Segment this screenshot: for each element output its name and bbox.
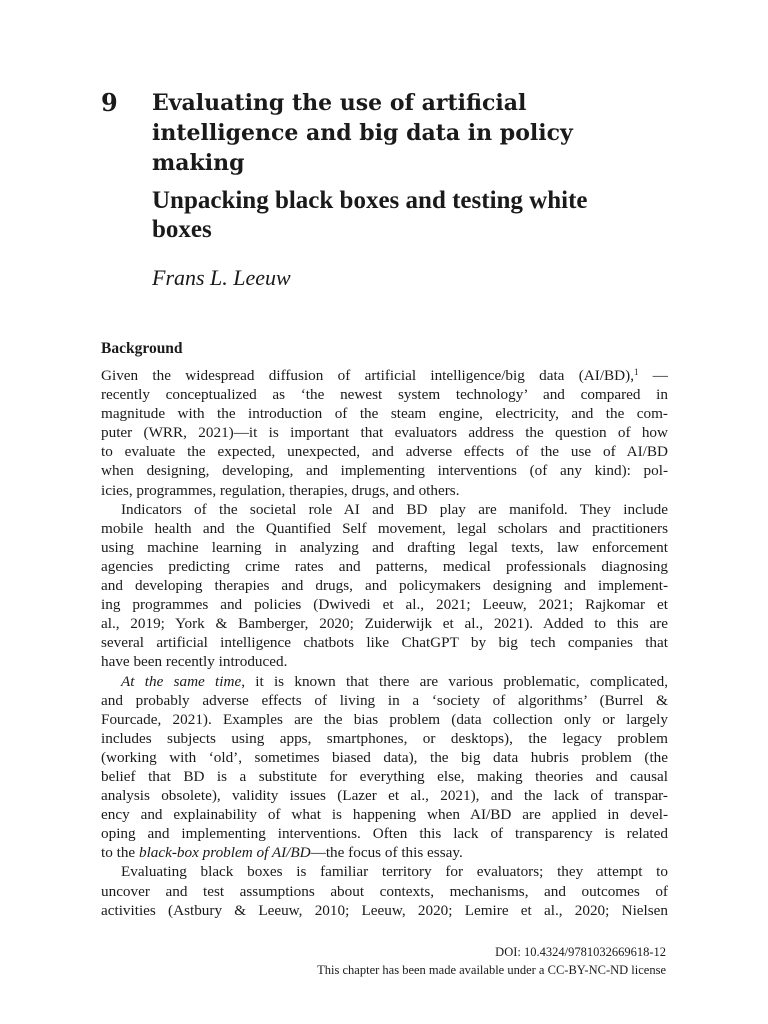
body-text [101,366,668,920]
text-line: puter (WRR, 2021)—it is important that evaluators address the question of how [101,424,668,442]
emphasis: black-box problem of AI/BD [138,844,311,862]
text-line: to the black-box problem of AI/BD—the focus of this essay. [101,844,463,862]
text-line: have been recently introduced. [101,653,288,671]
license-note: This chapter has been made available under a CC-BY-NC-ND license [317,963,666,977]
section-heading: Background [101,340,183,357]
text-line: and developing therapies and drugs, and policymakers designing and implement- [101,577,668,595]
chapter-subtitle: Unpacking black boxes and testing white boxes [152,187,588,243]
text-line: uncover and test assumptions about contexts, mechanisms, and outcomes of [101,882,668,900]
chapter-author: Frans L. Leeuw [152,265,291,290]
text-line: belief that BD is a substitute for everything else, making theories and causal [101,767,668,785]
text-line: al., 2019; York & Bamberger, 2020; Zuiderwijk et al., 2021). Added to this are [101,615,668,633]
text-line: Given the widespread diffusion of artificial intelligence/big data (AI/BD),$^1$ — [101,367,668,384]
text-line: (working with ‘old’, sometimes biased data), the big data hubris problem (the [101,748,668,766]
text-line: using machine learning in analyzing and drafting legal texts, law enforcement [101,538,668,556]
text-line: when designing, developing, and implementing interventions (of any kind): pol- [101,462,668,480]
text-line: Indicators of the societal role AI and BD play are manifold. They include [121,500,668,518]
text-line: recently conceptualized as ‘the newest system technology’ and compared in [101,386,668,404]
text-line: oping and implementing interventions. Often this lack of transparency is related [101,825,668,843]
text-line: ing programmes and policies (Dwivedi et al., 2021; Leeuw, 2021; Rajkomar et [101,596,668,614]
footnote-ref[interactable]: 1 [634,367,639,377]
doi-line[interactable]: DOI: 10.4324/9781032669618-12 [495,945,666,959]
text-line: Fourcade, 2021). Examples are the bias problem (data collection only or largely [101,710,668,728]
text-line: agencies predicting crime rates and patterns, medical professionals diagnosing [101,557,668,575]
text-line: At the same time, it is known that there are various problematic, complicated, [121,672,668,690]
text-line: several artificial intelligence chatbots like ChatGPT by big tech companies that [101,634,668,652]
chapter-number: 9 [101,88,118,117]
emphasis: At the same time [121,672,242,690]
text-line: mobile health and the Quantified Self movement, legal scholars and practitioners [101,519,668,537]
text-line: includes subjects using apps, smartphones, or desktops), the legacy problem [101,729,668,747]
text-line: and probably adverse effects of living in a ‘society of algorithms’ (Burrel & [101,691,668,709]
chapter-title: Evaluating the use of artificial intelligence and big data in policy making [152,90,573,176]
text-line: magnitude with the introduction of the steam engine, electricity, and the com- [101,405,668,423]
text-line: icies, programmes, regulation, therapies, drugs, and others. [101,481,460,499]
text-line: ency and explainability of what is happening when AI/BD are applied in devel- [101,806,668,824]
text-line: to evaluate the expected, unexpected, and adverse effects of the use of AI/BD [101,443,668,461]
text-line: activities (Astbury & Leeuw, 2010; Leeuw, 2020; Lemire et al., 2020; Nielsen [101,901,668,919]
text-line: analysis obsolete), validity issues (Lazer et al., 2021), and the lack of transpar- [101,787,668,805]
text-line: Evaluating black boxes is familiar territory for evaluators; they attempt to [121,863,668,881]
